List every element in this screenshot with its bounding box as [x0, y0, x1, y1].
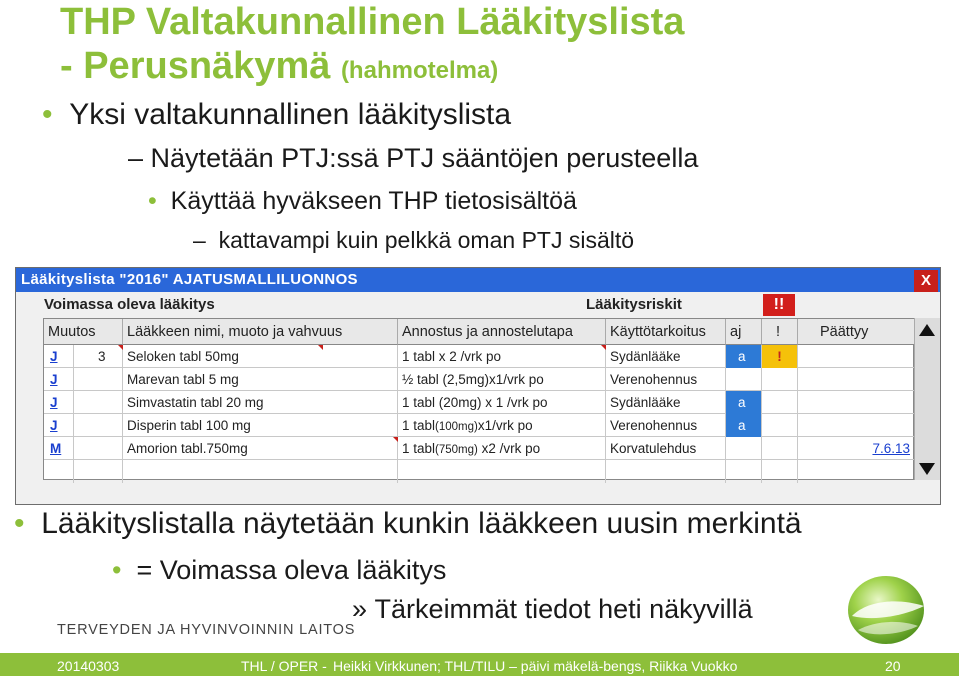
alarm-badge[interactable]: !! — [763, 294, 795, 316]
medication-list-window — [15, 267, 941, 505]
purpose-cell: Sydänlääke — [606, 345, 726, 368]
dose-frequency: x1/vrk po — [477, 418, 533, 433]
drug-name-cell: Marevan tabl 5 mg — [123, 368, 398, 391]
purpose-cell: Verenohennus — [606, 368, 726, 391]
footer-bar — [0, 653, 959, 676]
subtitle-text: - Perusnäkymä — [60, 45, 331, 87]
bullet-dot-icon: • — [148, 187, 157, 215]
bullet-2 — [128, 143, 698, 174]
end-date-cell[interactable] — [798, 368, 915, 391]
purpose-cell: Verenohennus — [606, 414, 726, 437]
count-cell — [74, 368, 123, 391]
bullet-text: kattavampi kuin pelkkä oman PTJ sisältö — [218, 227, 635, 253]
dash-icon: – — [128, 143, 144, 173]
end-date-cell[interactable] — [798, 414, 915, 437]
empty-cell — [606, 460, 726, 483]
header-muutos[interactable]: Muutos — [44, 319, 123, 345]
dose-amount: 1 tabl — [402, 418, 436, 433]
organization-name: TERVEYDEN JA HYVINVOINNIN LAITOS — [57, 622, 356, 638]
green-orb-logo-icon — [838, 570, 930, 650]
header-aj[interactable]: aj — [726, 319, 762, 345]
end-date-cell[interactable] — [798, 391, 915, 414]
aj-cell[interactable] — [726, 437, 762, 460]
bullet-7 — [352, 594, 753, 625]
warning-cell[interactable] — [762, 368, 798, 391]
subtitle-note: (hahmotelma) — [340, 57, 499, 84]
table-row[interactable] — [44, 414, 915, 437]
medication-risks-heading: Lääkitysriskit — [586, 296, 682, 313]
empty-cell — [762, 460, 798, 483]
end-date-cell[interactable] — [798, 345, 915, 368]
dose-cell: 1 tabl (20mg) x 1 /vrk po — [398, 391, 606, 414]
slide-subtitle — [60, 44, 498, 93]
bullet-text: Käyttää hyväkseen THP tietosisältöä — [170, 187, 577, 215]
aj-cell[interactable] — [726, 368, 762, 391]
bullet-5 — [14, 507, 802, 541]
count-cell: 3 — [74, 345, 123, 368]
empty-cell — [74, 460, 123, 483]
close-button[interactable]: X — [914, 270, 938, 292]
change-code-link[interactable]: J — [44, 414, 74, 437]
table-row[interactable] — [44, 368, 915, 391]
dose-strength: (750mg) — [435, 444, 478, 456]
table-row[interactable] — [44, 345, 915, 368]
bullet-text: Lääkityslistalla näytetään kunkin lääkkeen uusin merkintä — [41, 507, 802, 540]
footer-org: THL / OPER - — [241, 658, 327, 674]
count-cell — [74, 414, 123, 437]
drug-name-cell: Seloken tabl 50mg — [123, 345, 398, 368]
bullet-text: = Voimassa oleva lääkitys — [136, 555, 447, 585]
window-titlebar[interactable] — [16, 268, 940, 292]
slide-title: THP Valtakunnallinen Lääkityslista — [60, 1, 685, 43]
warning-cell[interactable] — [762, 414, 798, 437]
bullet-3 — [148, 187, 577, 216]
change-code-link[interactable]: J — [44, 345, 74, 368]
warning-cell[interactable]: ! — [762, 345, 798, 368]
empty-cell — [726, 460, 762, 483]
aj-cell[interactable]: a — [726, 345, 762, 368]
footer-date: 20140303 — [57, 658, 120, 674]
dose-strength: (100mg) — [435, 421, 478, 433]
count-cell — [74, 437, 123, 460]
drug-name-cell: Disperin tabl 100 mg — [123, 414, 398, 437]
dose-cell: ½ tabl (2,5mg)x1/vrk po — [398, 368, 606, 391]
aj-cell[interactable]: a — [726, 391, 762, 414]
dose-cell — [398, 414, 606, 437]
warning-cell[interactable] — [762, 437, 798, 460]
warning-cell[interactable] — [762, 391, 798, 414]
scroll-down-icon[interactable] — [919, 463, 935, 475]
dose-cell — [398, 437, 606, 460]
header-dose[interactable]: Annostus ja annostelutapa — [398, 319, 606, 345]
bullet-1 — [42, 98, 511, 132]
header-purpose[interactable]: Käyttötarkoitus — [606, 319, 726, 345]
bullet-text: Yksi valtakunnallinen lääkityslista — [69, 98, 512, 131]
footer-page-number: 20 — [885, 658, 901, 674]
empty-cell — [398, 460, 606, 483]
comment-marker-icon — [318, 345, 323, 350]
dose-frequency: x2 /vrk po — [477, 441, 541, 456]
purpose-cell: Sydänlääke — [606, 391, 726, 414]
empty-cell — [44, 460, 74, 483]
bullet-6 — [112, 555, 446, 586]
footer-authors: Heikki Virkkunen; THL/TILU – päivi mäkelä-bengs, Riikka Vuokko — [333, 658, 738, 674]
scroll-up-icon[interactable] — [919, 324, 935, 336]
window-title: Lääkityslista "2016" AJATUSMALLILUONNOS — [21, 271, 358, 288]
header-name[interactable]: Lääkkeen nimi, muoto ja vahvuus — [123, 319, 398, 345]
drug-name-cell: Simvastatin tabl 20 mg — [123, 391, 398, 414]
bullet-dot-icon: • — [42, 98, 53, 131]
change-code-link[interactable]: J — [44, 391, 74, 414]
dash-icon: – — [193, 227, 206, 253]
bullet-text: Näytetään PTJ:ssä PTJ sääntöjen perusteella — [150, 143, 699, 173]
dose-amount: 1 tabl — [402, 441, 436, 456]
medication-table — [43, 318, 914, 480]
table-row[interactable] — [44, 437, 915, 460]
empty-cell — [123, 460, 398, 483]
end-date-cell[interactable]: 7.6.13 — [798, 437, 915, 460]
table-scrollbar[interactable] — [914, 318, 940, 480]
drug-name-cell: Amorion tabl.750mg — [123, 437, 398, 460]
header-exclaim[interactable]: ! — [762, 319, 798, 345]
current-medication-heading: Voimassa oleva lääkitys — [44, 296, 215, 313]
change-code-link[interactable]: M — [44, 437, 74, 460]
bullet-text: Tärkeimmät tiedot heti näkyvillä — [374, 594, 753, 624]
bullet-dot-icon: • — [112, 555, 122, 585]
purpose-cell: Korvatulehdus — [606, 437, 726, 460]
header-paattyy[interactable]: Päättyy — [798, 319, 915, 345]
change-code-link[interactable]: J — [44, 368, 74, 391]
aj-cell[interactable]: a — [726, 414, 762, 437]
bullet-dot-icon: • — [14, 507, 25, 540]
table-row-empty[interactable] — [44, 460, 915, 483]
dose-cell: 1 tabl x 2 /vrk po — [398, 345, 606, 368]
table-row[interactable] — [44, 391, 915, 414]
bullet-4 — [193, 227, 634, 254]
count-cell — [74, 391, 123, 414]
raquo-icon: » — [352, 594, 368, 624]
